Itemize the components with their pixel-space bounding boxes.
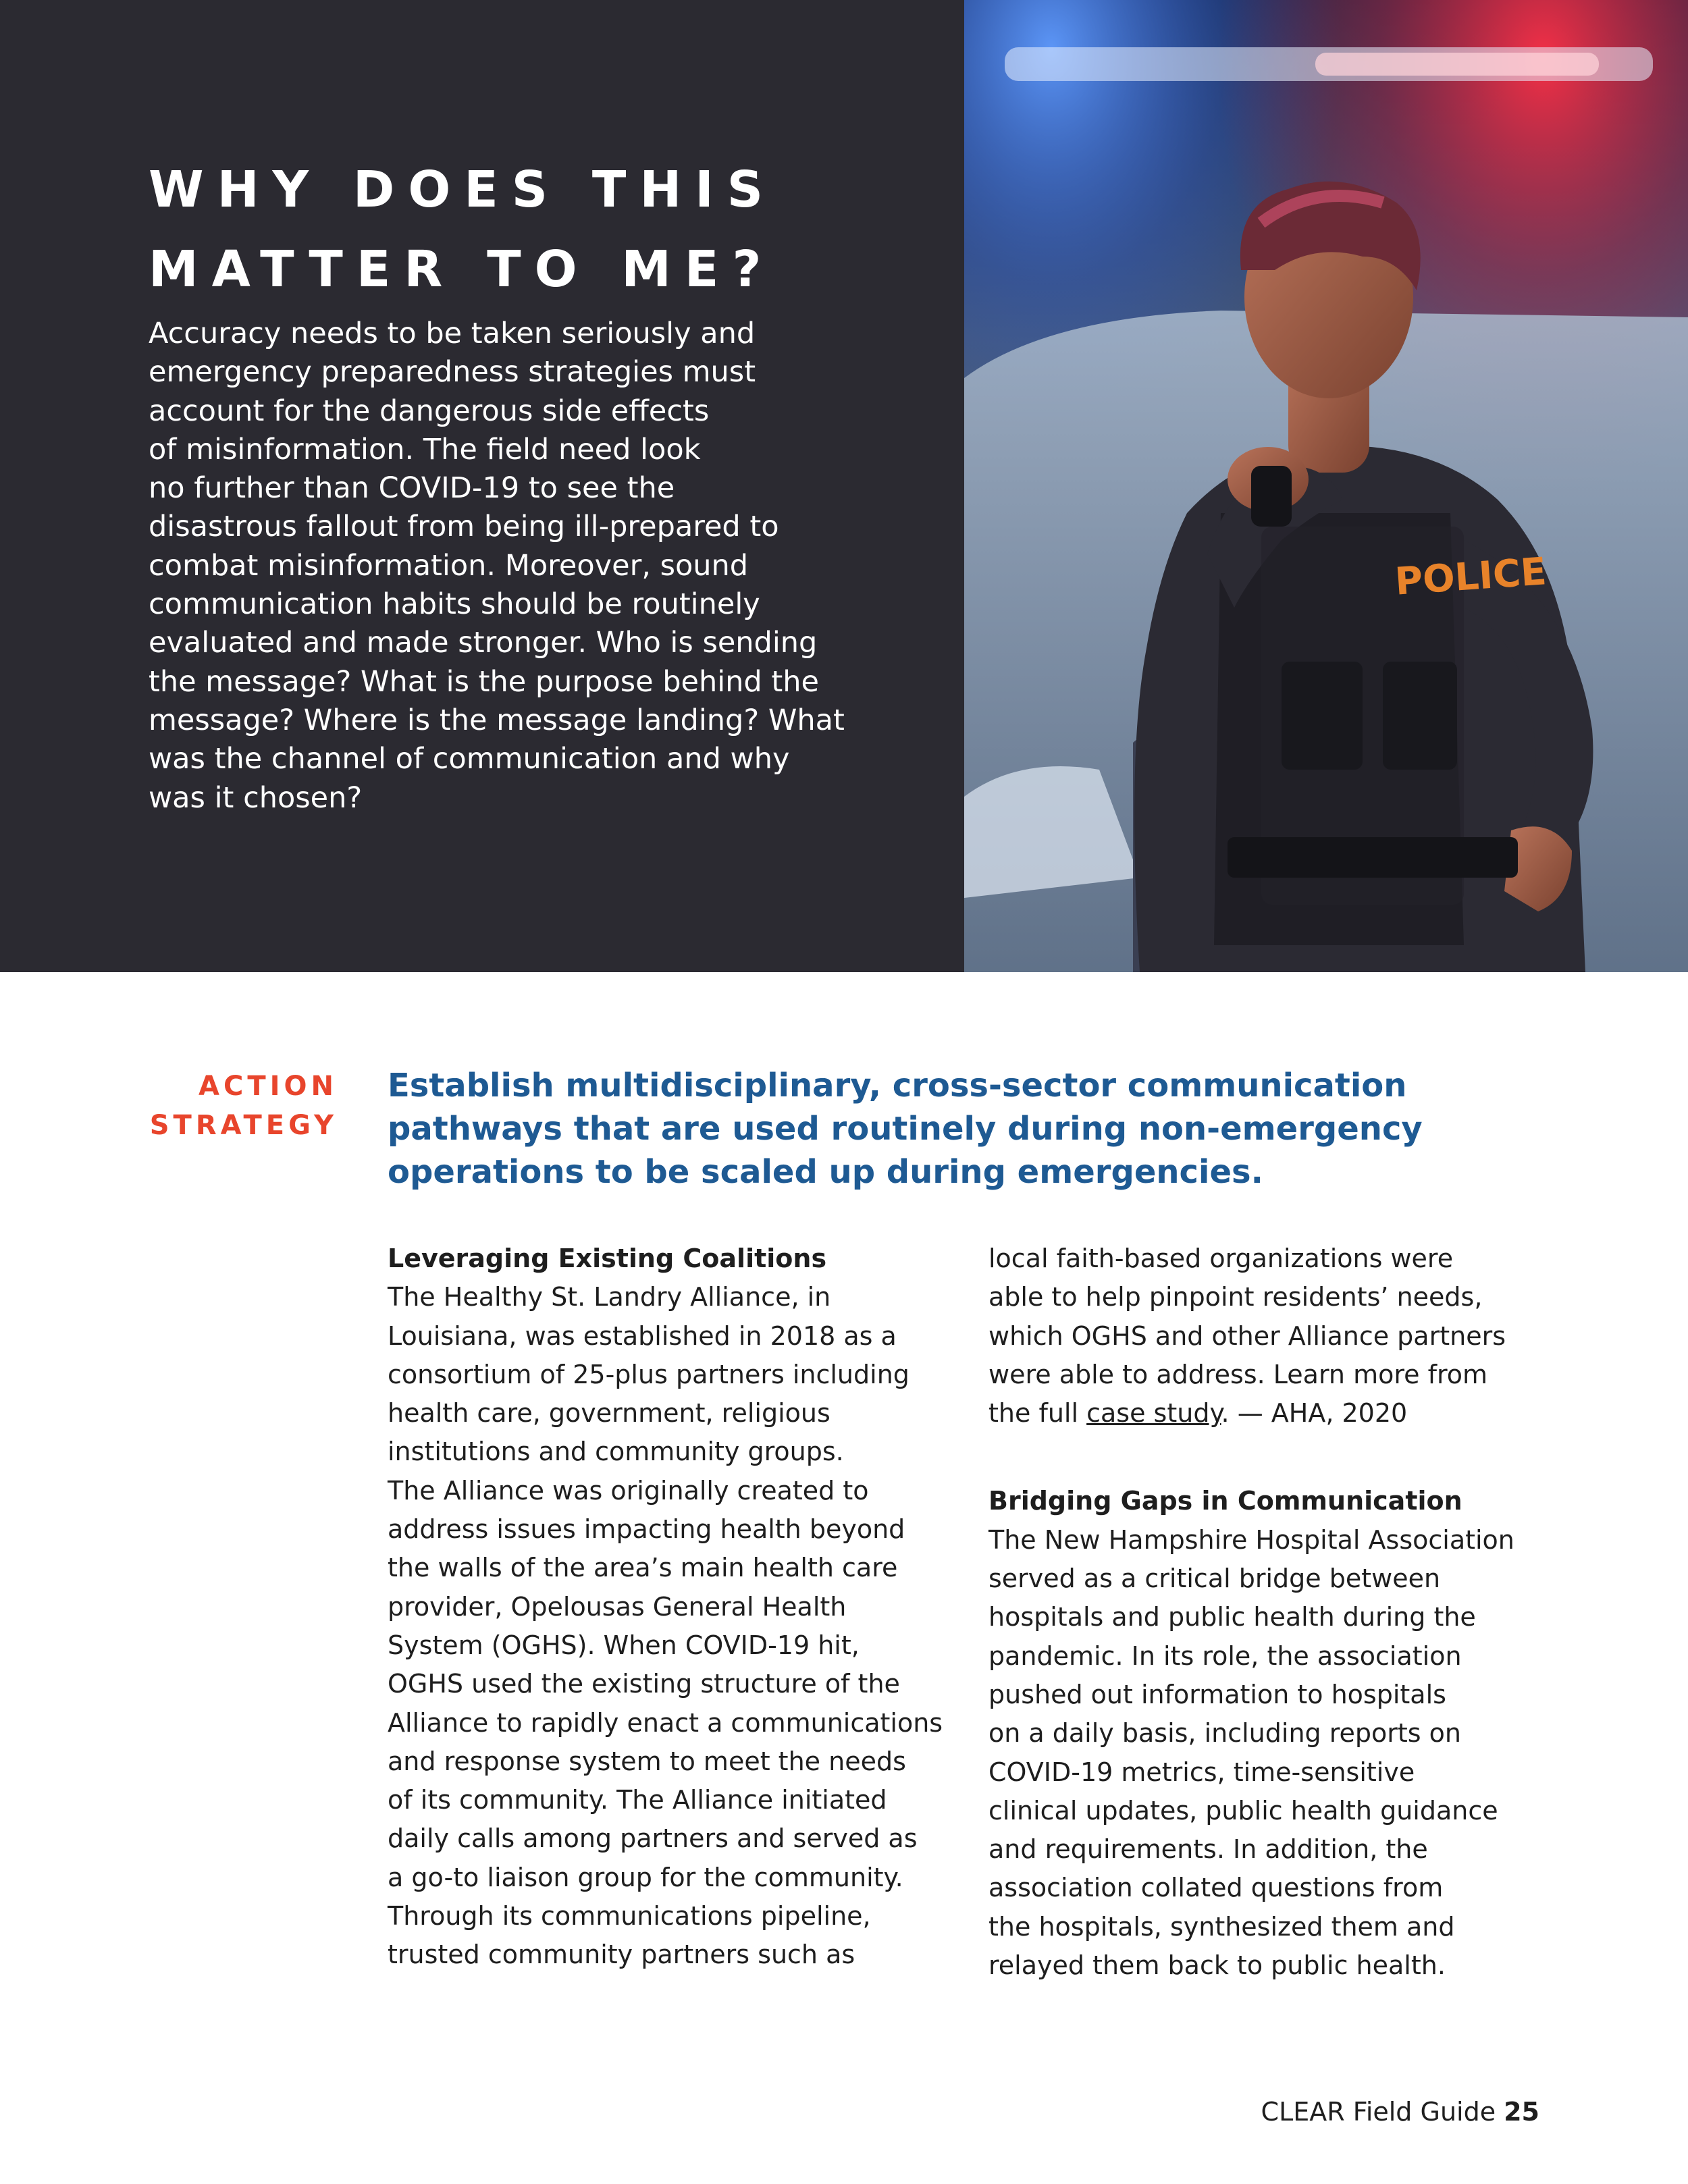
body-line: of its community. The Alliance initiated [388, 1785, 887, 1815]
hero-body-line: evaluated and made stronger. Who is sending [149, 626, 818, 660]
body-line: association collated questions from [988, 1873, 1444, 1903]
body-line: Alliance to rapidly enact a communications [388, 1707, 943, 1738]
strategy-line: pathways that are used routinely during non-emergency [388, 1110, 1423, 1148]
body-line: which OGHS and other Alliance partners [988, 1321, 1506, 1351]
guide-name: CLEAR Field Guide [1261, 2097, 1496, 2127]
hero-body-text [149, 315, 878, 818]
strategy-statement [388, 1064, 1535, 1194]
hero-body-line: of misinformation. The field need look [149, 432, 701, 467]
body-text: the full [988, 1398, 1087, 1429]
hero-body-line: was the channel of communication and why [149, 742, 790, 776]
body-line: pandemic. In its role, the association [988, 1641, 1462, 1671]
body-line: institutions and community groups. [388, 1437, 844, 1467]
body-line: clinical updates, public health guidance [988, 1795, 1498, 1826]
right-column [988, 1240, 1542, 1985]
hero-body-line: the message? What is the purpose behind the [149, 664, 819, 699]
body-line: pushed out information to hospitals [988, 1679, 1446, 1709]
paragraph-gap [988, 1433, 1542, 1482]
body-line: were able to address. Learn more from [988, 1359, 1488, 1389]
body-line: The New Hampshire Hospital Association [988, 1524, 1514, 1555]
body-line-with-link [988, 1394, 1542, 1433]
hero-title-line: WHY DOES THIS [149, 161, 777, 219]
body-line: daily calls among partners and served as [388, 1823, 918, 1854]
body-line: served as a critical bridge between [988, 1564, 1441, 1594]
body-line: COVID-19 metrics, time-sensitive [988, 1757, 1415, 1787]
body-line: the walls of the area’s main health care [388, 1553, 898, 1583]
section-heading: Bridging Gaps in Communication [988, 1486, 1462, 1516]
body-line: and requirements. In addition, the [988, 1834, 1428, 1865]
hero-body-line: no further than COVID-19 to see the [149, 471, 675, 506]
body-line: relayed them back to public health. [988, 1950, 1446, 1981]
body-line: able to help pinpoint residents’ needs, [988, 1282, 1483, 1312]
body-line: health care, government, religious [388, 1398, 830, 1429]
strategy-line: operations to be scaled up during emergencies. [388, 1153, 1263, 1191]
action-strategy-label [150, 1067, 338, 1145]
hero-body-line: account for the dangerous side effects [149, 394, 710, 428]
police-officer-illustration [964, 0, 1688, 972]
body-line: trusted community partners such as [388, 1940, 855, 1970]
page-footer [1261, 2095, 1539, 2129]
hero-body-line: was it chosen? [149, 780, 363, 815]
hero-body-line: disastrous fallout from being ill-prepared to [149, 510, 779, 544]
body-line: The Alliance was originally created to [388, 1475, 869, 1506]
body-line: local faith-based organizations were [988, 1244, 1454, 1273]
body-line: a go-to liaison group for the community. [388, 1862, 903, 1892]
body-line: on a daily basis, including reports on [988, 1718, 1461, 1749]
hero-body-line: message? Where is the message landing? What [149, 703, 845, 737]
action-label-line: ACTION [199, 1071, 338, 1102]
body-line: provider, Opelousas General Health [388, 1591, 847, 1622]
section-heading: Leveraging Existing Coalitions [388, 1244, 827, 1273]
page-number: 25 [1504, 2097, 1539, 2127]
body-line: OGHS used the existing structure of the [388, 1669, 900, 1699]
action-label-line: STRATEGY [149, 1110, 338, 1141]
case-study-link[interactable]: case study [1086, 1398, 1221, 1429]
body-line: The Healthy St. Landry Alliance, in [388, 1282, 831, 1312]
body-line: Through its communications pipeline, [388, 1901, 871, 1932]
police-officer-photo [964, 0, 1688, 972]
body-line: System (OGHS). When COVID-19 hit, [388, 1630, 860, 1660]
hero-title-line: MATTER TO ME? [149, 240, 775, 298]
hero-body-line: Accuracy needs to be taken seriously and [149, 317, 756, 350]
body-line: Louisiana, was established in 2018 as a [388, 1321, 897, 1351]
vest-label: POLICE [1393, 550, 1548, 604]
body-line: and response system to meet the needs [388, 1746, 906, 1776]
hero-body-line: communication habits should be routinely [149, 587, 760, 622]
left-column [388, 1240, 948, 1975]
body-line: consortium of 25-plus partners including [388, 1359, 909, 1389]
hero-body-line: combat misinformation. Moreover, sound [149, 548, 749, 583]
body-line: the hospitals, synthesized them and [988, 1911, 1455, 1942]
body-line: hospitals and public health during the [988, 1602, 1476, 1632]
strategy-line: Establish multidisciplinary, cross-sector communication [388, 1067, 1407, 1104]
citation-text: . — AHA, 2020 [1221, 1398, 1408, 1429]
body-line: address issues impacting health beyond [388, 1514, 905, 1545]
hero-title [149, 150, 776, 309]
hero-body-line: emergency preparedness strategies must [149, 355, 756, 390]
